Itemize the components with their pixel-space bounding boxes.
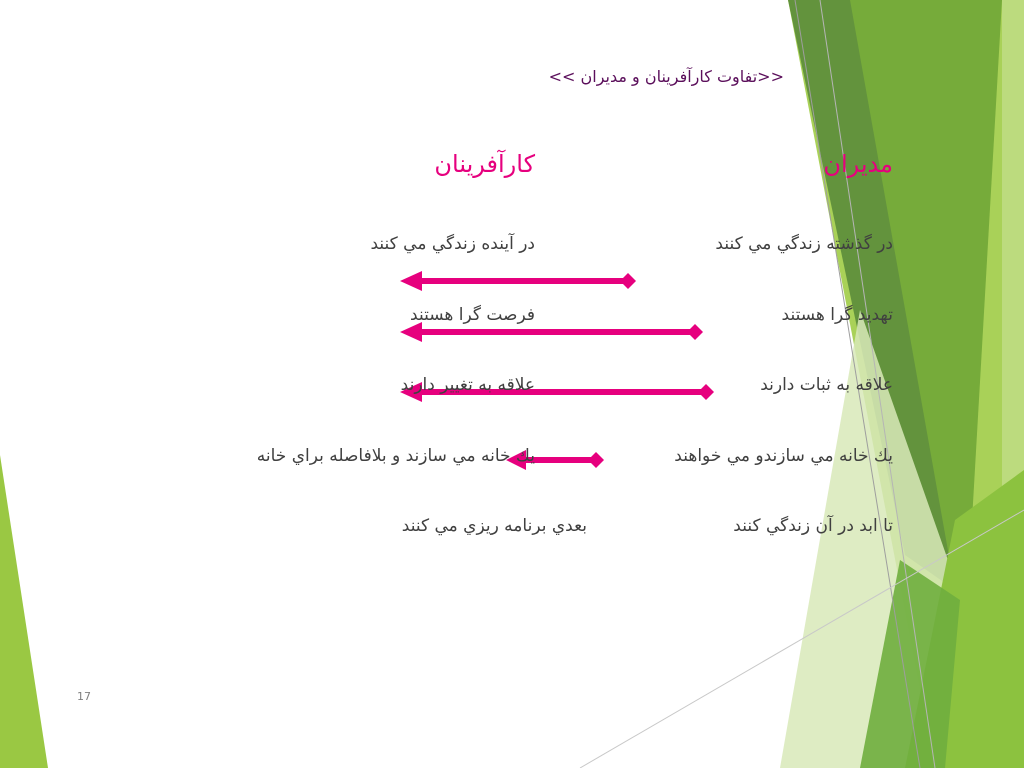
entrepreneurs-item: يك خانه مي سازند و بلافاصله براي خانه xyxy=(256,446,535,466)
entrepreneurs-item: در آينده زندگي مي كنند xyxy=(370,234,535,254)
managers-item: در گذشته زندگي مي كنند xyxy=(715,234,893,254)
entrepreneurs-item: علاقه به تغيير دارند xyxy=(400,375,535,395)
comparison-arrow xyxy=(400,322,703,342)
managers-item: تا ابد در آن زندگي كنند xyxy=(733,516,893,536)
left-green-triangle xyxy=(0,455,48,768)
managers-item: تهديد گرا هستند xyxy=(781,305,893,325)
header-managers: مديران xyxy=(823,150,893,178)
managers-item: يك خانه مي سازندو مي خواهند xyxy=(674,446,893,466)
page-number: 17 xyxy=(77,690,91,703)
entrepreneurs-item: فرصت گرا هستند xyxy=(410,305,535,325)
comparison-arrow xyxy=(400,271,636,291)
entrepreneurs-item: بعدي برنامه ريزي مي كنند xyxy=(401,516,587,536)
managers-item: علاقه به ثبات دارند xyxy=(760,375,893,395)
slide-title: <<تفاوت كارآفرينان و مديران >> xyxy=(548,67,784,86)
header-entrepreneurs: كارآفرينان xyxy=(434,150,535,178)
